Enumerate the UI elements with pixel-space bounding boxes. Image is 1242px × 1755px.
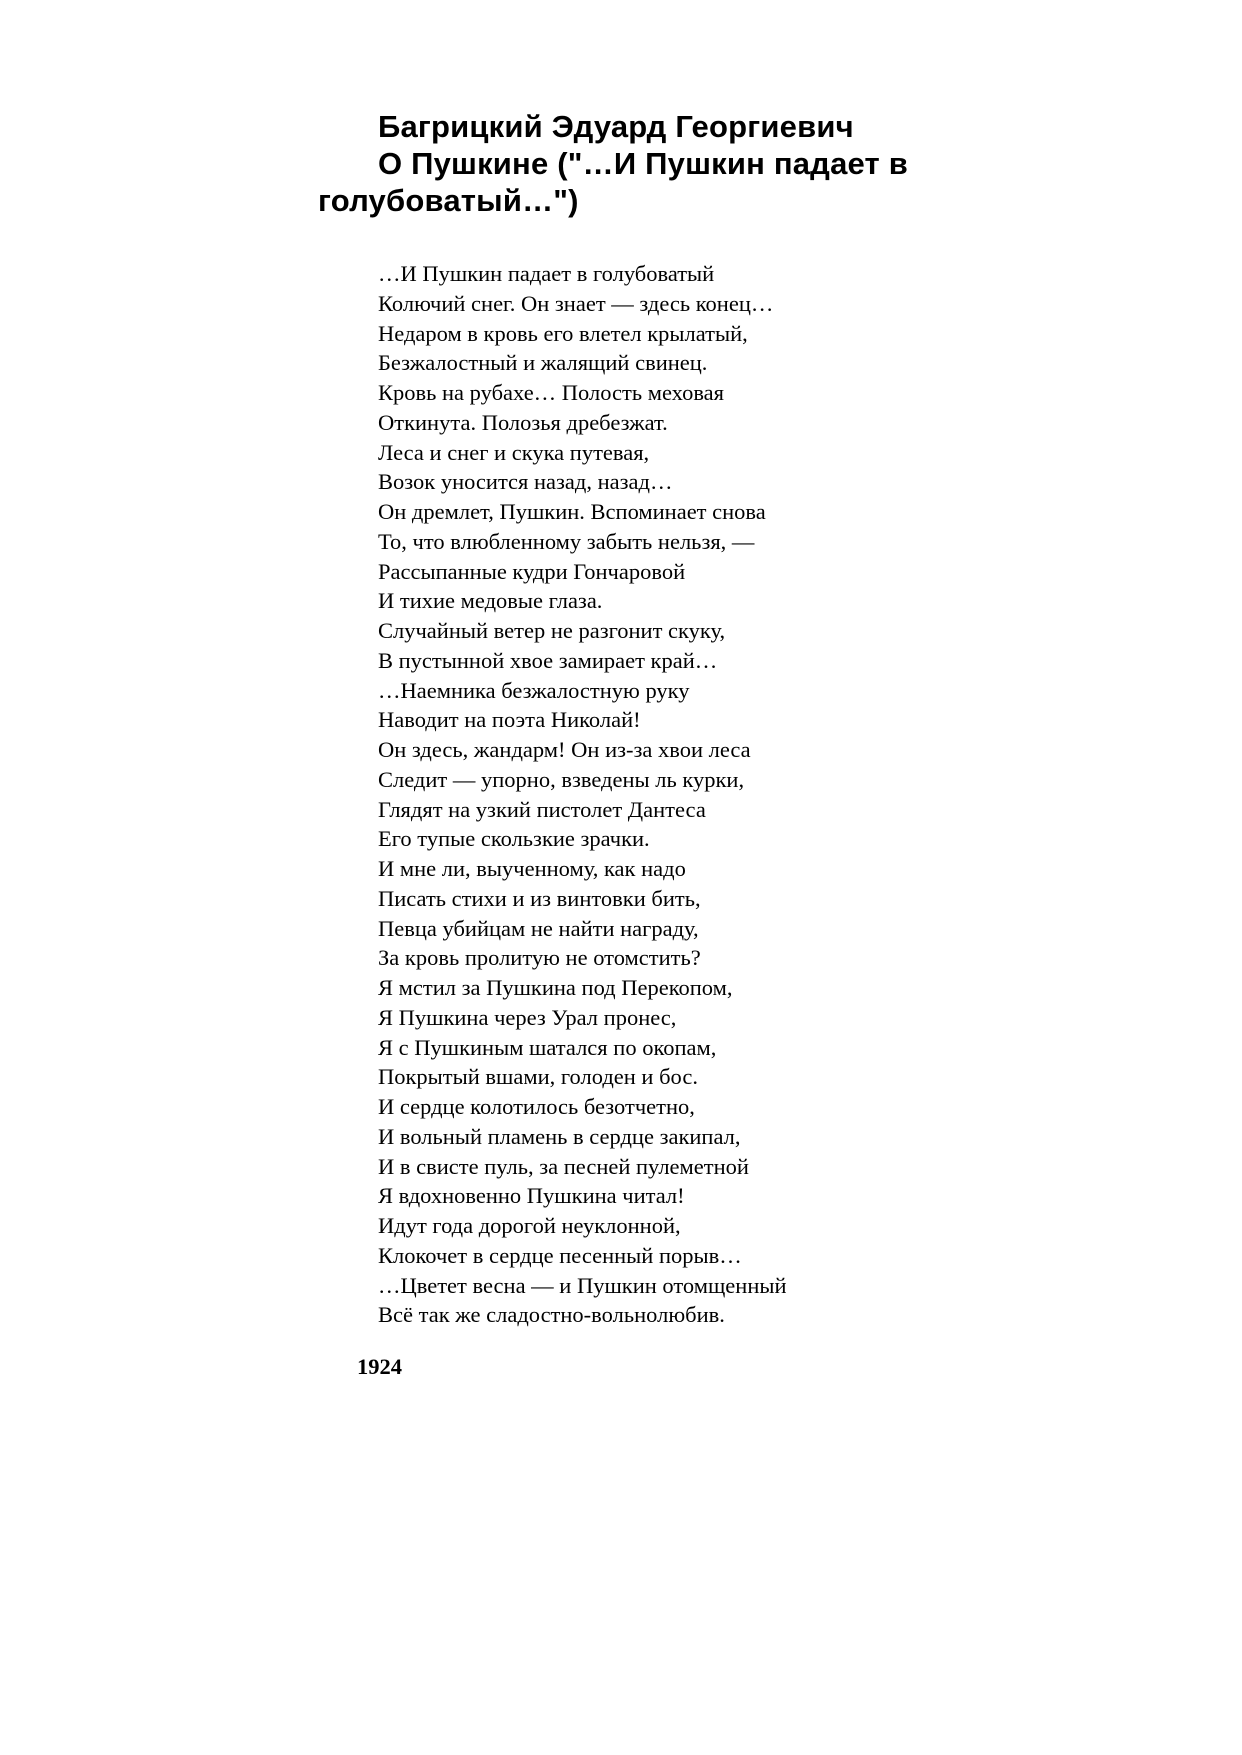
poem-line: Кровь на рубахе… Полость меховая bbox=[378, 380, 724, 405]
poem-line: Колючий снег. Он знает — здесь конец… bbox=[378, 290, 774, 316]
poem-line: Писать стихи и из винтовки бить, bbox=[378, 885, 701, 911]
poem-line: …Наемника безжалостную руку bbox=[378, 677, 690, 703]
poem-line: …И Пушкин падает в голубоватый bbox=[378, 261, 715, 286]
document-heading bbox=[318, 108, 1018, 219]
poem-line: И вольный пламень в сердце закипал, bbox=[378, 1123, 741, 1149]
poem-line: Его тупые скользкие зрачки. bbox=[378, 826, 650, 852]
poem-year: 1924 bbox=[357, 1354, 402, 1379]
poem-line: Всё так же сладостно-вольнолюбив. bbox=[378, 1302, 725, 1328]
poem-line: Клокочет в сердце песенный порыв… bbox=[378, 1242, 742, 1268]
poem-title-continuation: голубоватый…") bbox=[318, 183, 579, 218]
poem-line: В пустынной хвое замирает край… bbox=[378, 647, 718, 673]
poem-line: Рассыпанные кудри Гончаровой bbox=[378, 558, 686, 584]
poem-line: Следит — упорно, взведены ль курки, bbox=[378, 766, 745, 792]
poem-line: Я мстил за Пушкина под Перекопом, bbox=[378, 975, 733, 1000]
poem-line: И мне ли, выученному, как надо bbox=[378, 856, 686, 881]
poem-line: И тихие медовые глаза. bbox=[378, 588, 603, 614]
poem-line: Идут года дорогой неуклонной, bbox=[378, 1213, 681, 1238]
poem-line: …Цветет весна — и Пушкин отомщенный bbox=[378, 1272, 787, 1298]
poem-line: Недаром в кровь его влетел крылатый, bbox=[378, 320, 748, 346]
poem-line: И сердце колотилось безотчетно, bbox=[378, 1094, 695, 1119]
poem-line: И в свисте пуль, за песней пулеметной bbox=[378, 1153, 749, 1179]
poem-title: О Пушкине ("…И Пушкин падает в bbox=[378, 146, 908, 181]
poem-line: За кровь пролитую не отомстить? bbox=[378, 945, 701, 971]
poem-line: Он дремлет, Пушкин. Вспоминает снова bbox=[378, 499, 766, 524]
poem-line: Я вдохновенно Пушкина читал! bbox=[378, 1183, 685, 1209]
poem-body bbox=[378, 259, 787, 1330]
poem-line: Покрытый вшами, голоден и бос. bbox=[378, 1064, 698, 1090]
poem-line: Возок уносится назад, назад… bbox=[378, 469, 673, 495]
poem-line: Леса и снег и скука путевая, bbox=[378, 439, 650, 465]
poem-line: Я Пушкина через Урал пронес, bbox=[378, 1004, 677, 1030]
poem-line: Наводит на поэта Николай! bbox=[378, 707, 641, 733]
poem-line: Он здесь, жандарм! Он из-за хвои леса bbox=[378, 737, 751, 762]
poem-line: Откинута. Полозья дребезжат. bbox=[378, 409, 668, 435]
poem-line: Глядят на узкий пистолет Дантеса bbox=[378, 796, 706, 822]
poem-line: Безжалостный и жалящий свинец. bbox=[378, 350, 708, 376]
poem-line: Случайный ветер не разгонит скуку, bbox=[378, 618, 726, 643]
poem-line: То, что влюбленному забыть нельзя, — bbox=[378, 528, 755, 554]
poem-line: Певца убийцам не найти награду, bbox=[378, 915, 699, 941]
author-name: Багрицкий Эдуард Георгиевич bbox=[378, 109, 854, 144]
poem-line: Я с Пушкиным шатался по окопам, bbox=[378, 1034, 717, 1060]
